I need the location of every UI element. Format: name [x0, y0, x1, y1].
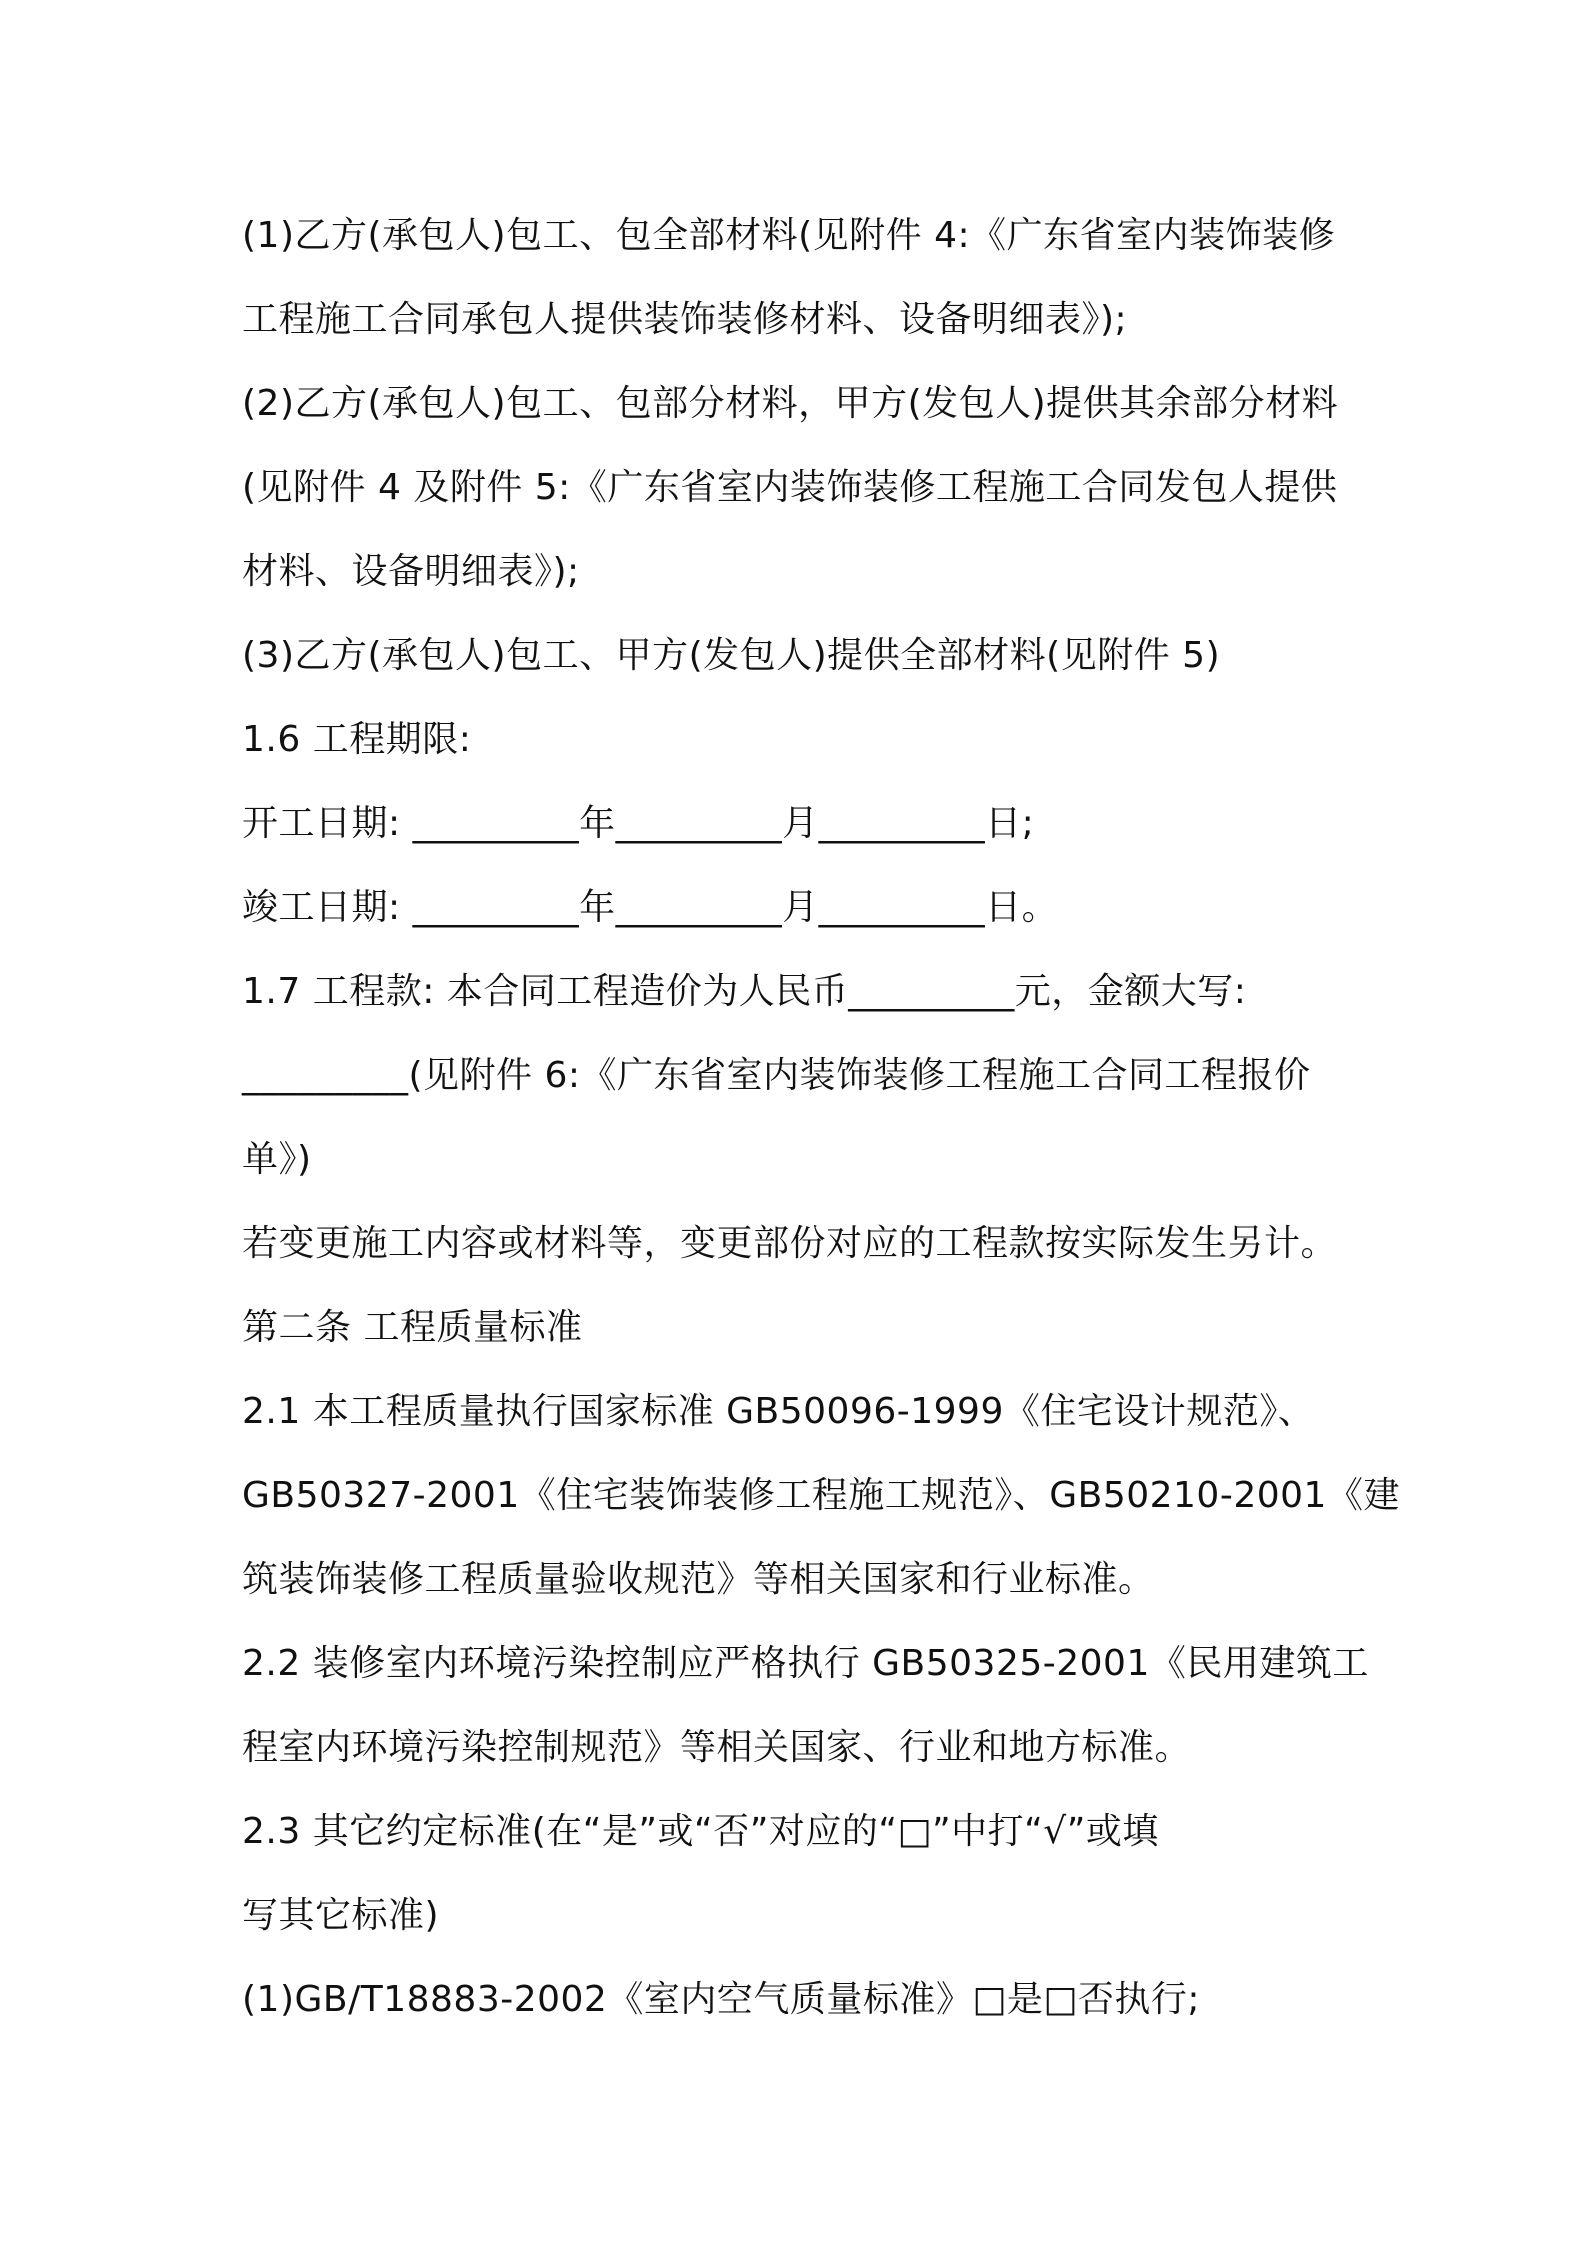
section-heading: 1.7 工程款: 本合同工程造价为人民币_________元，金额大写:	[242, 971, 1247, 1012]
text-line: (2)乙方(承包人)包工、包部分材料，甲方(发包人)提供其余部分材料	[242, 383, 1339, 424]
text-line: 工程施工合同承包人提供装饰装修材料、设备明细表》);	[242, 299, 1128, 340]
document-body	[242, 194, 1400, 2042]
text-line: (3)乙方(承包人)包工、甲方(发包人)提供全部材料(见附件 5)	[242, 635, 1221, 676]
section-heading: 1.6 工程期限:	[242, 719, 472, 760]
text-line: 写其它标准)	[242, 1895, 440, 1936]
text-line: _________(见附件 6:《广东省室内装饰装修工程施工合同工程报价	[242, 1055, 1311, 1096]
start-date-line: 开工日期: _________年_________月_________日;	[242, 803, 1035, 844]
text-line: 筑装饰装修工程质量验收规范》等相关国家和行业标准。	[242, 1559, 1155, 1600]
article-heading: 第二条 工程质量标准	[242, 1307, 583, 1348]
completion-date-line: 竣工日期: _________年_________月_________日。	[242, 887, 1059, 928]
text-line: (1)乙方(承包人)包工、包全部材料(见附件 4:《广东省室内装饰装修	[242, 215, 1336, 256]
text-line: (1)GB/T18883-2002《室内空气质量标准》□是□否执行;	[242, 1979, 1200, 2020]
text-line: 单》)	[242, 1139, 312, 1180]
text-line: 若变更施工内容或材料等，变更部份对应的工程款按实际发生另计。	[242, 1223, 1338, 1264]
text-line: 2.1 本工程质量执行国家标准 GB50096-1999《住宅设计规范》、	[242, 1391, 1315, 1432]
text-line: 2.2 装修室内环境污染控制应严格执行 GB50325-2001《民用建筑工	[242, 1643, 1369, 1684]
text-line: 程室内环境污染控制规范》等相关国家、行业和地方标准。	[242, 1727, 1192, 1768]
text-line: 材料、设备明细表》);	[242, 551, 580, 592]
text-line: 2.3 其它约定标准(在“是”或“否”对应的“□”中打“√”或填	[242, 1811, 1159, 1852]
text-line: GB50327-2001《住宅装饰装修工程施工规范》、GB50210-2001《建	[242, 1475, 1400, 1516]
text-line: (见附件 4 及附件 5:《广东省室内装饰装修工程施工合同发包人提供	[242, 467, 1338, 508]
